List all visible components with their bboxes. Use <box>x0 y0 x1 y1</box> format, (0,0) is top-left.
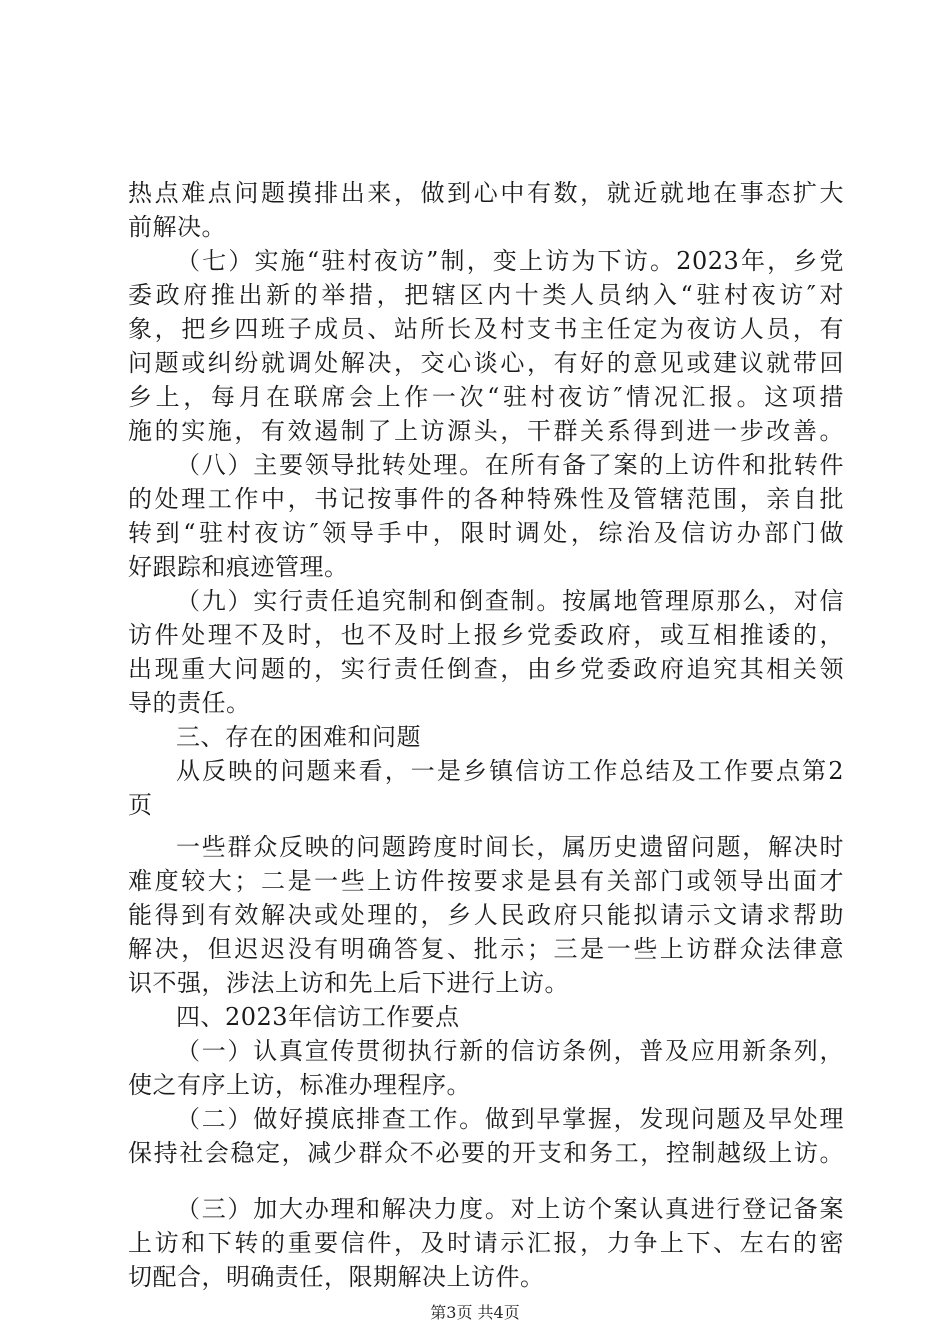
text-line: 从反映的问题来看，一是乡镇信访工作总结及工作要点第2 <box>176 757 844 785</box>
paragraph-two-heading: （二）做好摸底排查工作。做到早掌握，发现问题及早处理 <box>176 1105 844 1133</box>
text-line: 切配合，明确责任，限期解决上访件。 <box>128 1263 545 1291</box>
text-line: 施的实施，有效遏制了上访源头，干群关系得到进一步改善。 <box>128 417 844 445</box>
text-line: 能得到有效解决或处理的，乡人民政府只能拟请示文请求帮助 <box>128 901 844 929</box>
text-line: 热点难点问题摸排出来，做到心中有数，就近就地在事态扩大 <box>128 179 844 207</box>
paragraph-seven-heading: （七）实施“驻村夜访”制，变上访为下访。2023年，乡党 <box>176 247 844 275</box>
text-line: 的处理工作中，书记按事件的各种特殊性及管辖范围，亲自批 <box>128 485 844 513</box>
section-four-heading: 四、2023年信访工作要点 <box>176 1003 460 1031</box>
text-line: 乡上，每月在联席会上作一次“驻村夜访″情况汇报。这项措 <box>128 383 844 411</box>
text-line: 识不强，涉法上访和先上后下进行上访。 <box>128 969 569 997</box>
text-line: 解决，但迟迟没有明确答复、批示；三是一些上访群众法律意 <box>128 935 844 963</box>
text-line: 导的责任。 <box>128 689 251 717</box>
section-three-heading: 三、存在的困难和问题 <box>176 723 421 751</box>
text-line: 保持社会稳定，减少群众不必要的开支和务工，控制越级上访。 <box>128 1139 844 1167</box>
text-line: 使之有序上访，标准办理程序。 <box>128 1071 471 1099</box>
text-line: 一些群众反映的问题跨度时间长，属历史遗留问题，解决时 <box>176 833 844 861</box>
text-line: 上访和下转的重要信件，及时请示汇报，力争上下、左右的密 <box>128 1229 844 1257</box>
text-line: 出现重大问题的，实行责任倒查，由乡党委政府追究其相关领 <box>128 655 844 683</box>
paragraph-nine-heading: （九）实行责任追究制和倒查制。按属地管理原那么，对信 <box>176 587 844 615</box>
text-line: 转到“驻村夜访″领导手中，限时调处，综治及信访办部门做 <box>128 519 844 547</box>
text-line: 象，把乡四班子成员、站所长及村支书主任定为夜访人员，有 <box>128 315 844 343</box>
text-line: 页 <box>128 791 153 819</box>
text-line: 问题或纠纷就调处解决，交心谈心，有好的意见或建议就带回 <box>128 349 844 377</box>
page-footer: 第3页 共4页 <box>430 1303 520 1322</box>
paragraph-one-heading: （一）认真宣传贯彻执行新的信访条例，普及应用新条列， <box>176 1037 844 1065</box>
paragraph-three-heading: （三）加大办理和解决力度。对上访个案认真进行登记备案 <box>176 1195 844 1223</box>
text-line: 委政府推出新的举措，把辖区内十类人员纳入“驻村夜访″对 <box>128 281 844 309</box>
text-line: 前解决。 <box>128 213 226 241</box>
text-line: 难度较大；二是一些上访件按要求是县有关部门或领导出面才 <box>128 867 844 895</box>
paragraph-eight-heading: （八）主要领导批转处理。在所有备了案的上访件和批转件 <box>176 451 844 479</box>
text-line: 访件处理不及时，也不及时上报乡党委政府，或互相推诿的， <box>128 621 844 649</box>
text-line: 好跟踪和痕迹管理。 <box>128 553 349 581</box>
